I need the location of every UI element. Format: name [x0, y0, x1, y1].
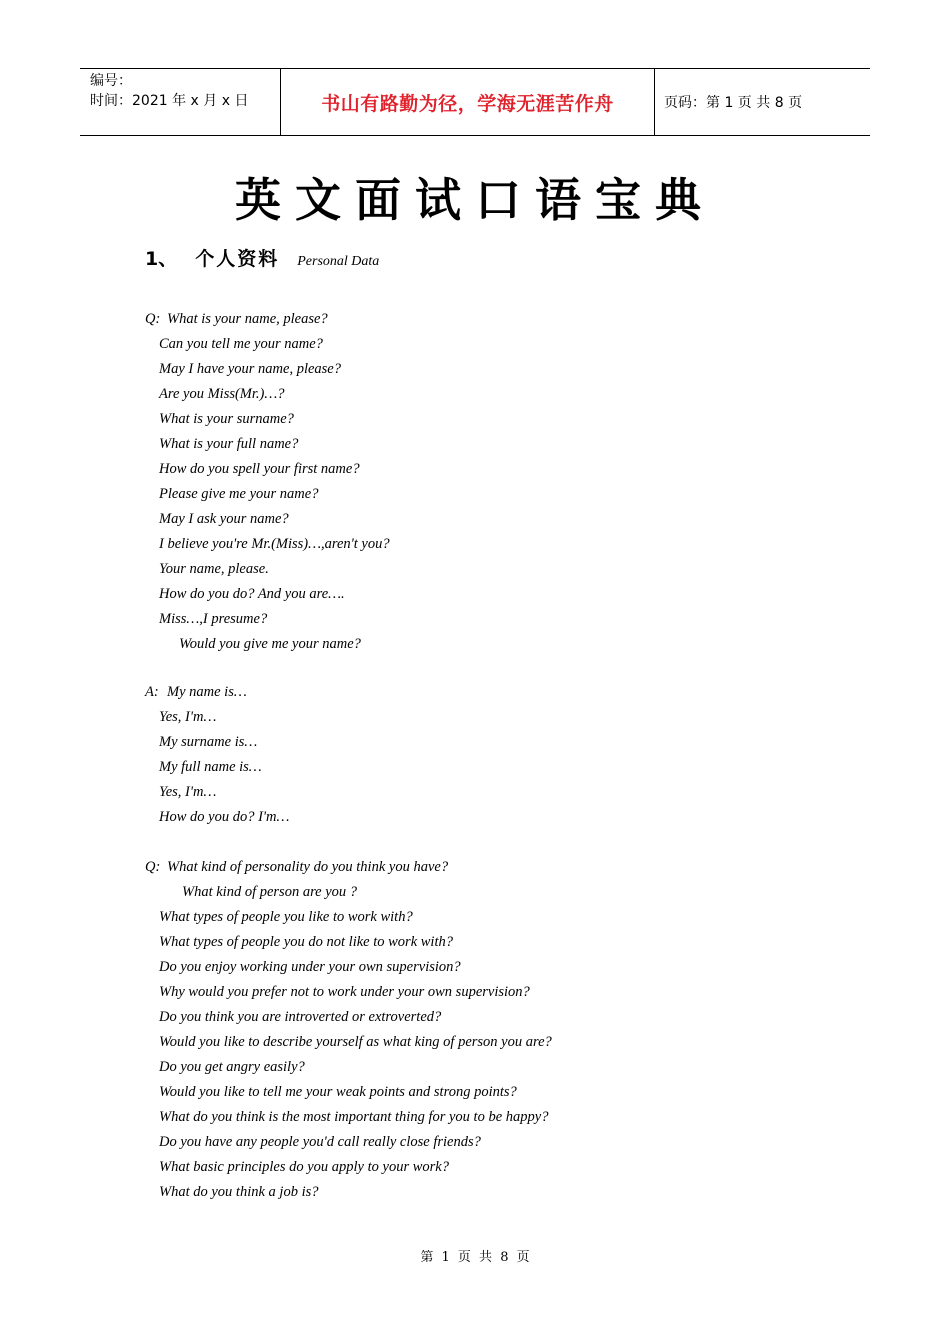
header-meta [80, 69, 281, 135]
page-footer: 第 1 页 共 8 页 [420, 1250, 530, 1265]
question-block-personality [145, 855, 745, 1205]
document-header [80, 68, 870, 136]
qa-line: Miss…,I presume? [159, 611, 268, 627]
qa-text: What kind of personality do you think you have? [167, 859, 449, 875]
qa-text: My name is… [167, 684, 247, 700]
qa-line: Your name, please. [159, 561, 269, 577]
qa-line: Would you like to tell me your weak points and strong points? [159, 1084, 517, 1100]
qa-line: Why would you prefer not to work under your own supervision? [159, 984, 530, 1000]
qa-line: May I have your name, please? [159, 361, 341, 377]
qa-line: I believe you're Mr.(Miss)…,aren't you? [159, 536, 390, 552]
qa-line: Do you think you are introverted or extroverted? [159, 1009, 442, 1025]
document-title: 英文面试口语宝典 [235, 173, 715, 227]
qa-line: My surname is… [159, 734, 258, 750]
qa-line: Do you enjoy working under your own supervision? [159, 959, 461, 975]
qa-line: Do you get angry easily? [159, 1059, 305, 1075]
section-number: 1、 [145, 248, 178, 270]
qa-line: What is your surname? [159, 411, 294, 427]
header-number-label: 编号： [90, 73, 132, 89]
qa-line: Would you give me your name? [179, 636, 361, 652]
qa-line: My full name is… [159, 759, 262, 775]
qa-prefix: A: [145, 684, 159, 700]
answer-block-name [145, 680, 745, 830]
qa-line: What do you think a job is? [159, 1184, 319, 1200]
header-time-label: 时间：2021 年 x 月 x 日 [90, 93, 249, 109]
qa-line: How do you spell your first name? [159, 461, 360, 477]
qa-line: What is your full name? [159, 436, 299, 452]
qa-line [145, 307, 745, 332]
qa-text: What is your name, please? [167, 311, 328, 327]
qa-line: How do you do? And you are…. [159, 586, 345, 602]
qa-line: What kind of person are you ? [182, 884, 358, 900]
header-motto: 书山有路勤为径，学海无涯苦作舟 [281, 69, 655, 135]
qa-line: Do you have any people you'd call really close friends? [159, 1134, 481, 1150]
qa-line: Yes, I'm… [159, 784, 217, 800]
qa-line: What basic principles do you apply to your work? [159, 1159, 449, 1175]
question-block-name [145, 307, 745, 657]
qa-line: Would you like to describe yourself as what king of person you are? [159, 1034, 552, 1050]
section-title-en: Personal Data [297, 254, 380, 269]
qa-line: Yes, I'm… [159, 709, 217, 725]
qa-line: What types of people you like to work with? [159, 909, 413, 925]
section-title-cn: 个人资料 [195, 248, 280, 270]
header-page-label: 页码：第 1 页 共 8 页 [664, 95, 803, 111]
section-heading [145, 244, 379, 274]
qa-line [145, 855, 745, 880]
qa-line: Can you tell me your name? [159, 336, 323, 352]
qa-prefix: Q: [145, 311, 161, 327]
qa-line: How do you do? I'm… [159, 809, 290, 825]
qa-line: What types of people you do not like to work with? [159, 934, 453, 950]
qa-line: What do you think is the most important thing for you to be happy? [159, 1109, 549, 1125]
qa-line: May I ask your name? [159, 511, 289, 527]
qa-prefix: Q: [145, 859, 161, 875]
qa-line: Are you Miss(Mr.)…? [159, 386, 285, 402]
qa-line: Please give me your name? [159, 486, 319, 502]
qa-line [145, 680, 745, 705]
